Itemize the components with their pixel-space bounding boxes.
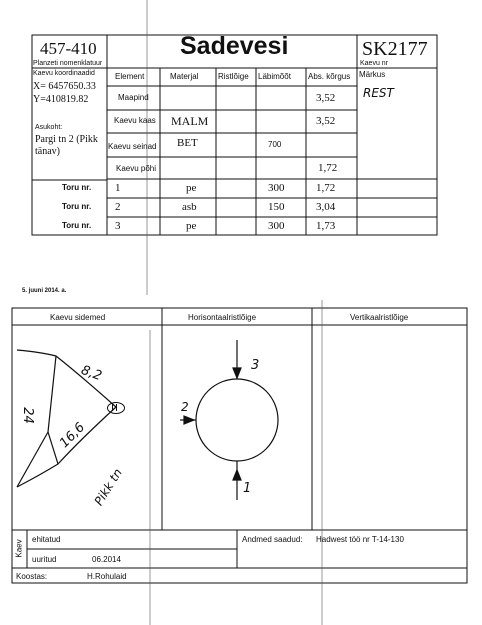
col-header-cross-section: Ristlõige <box>218 72 249 81</box>
pipe-label-3: 3 <box>251 358 260 373</box>
pipe-label: Toru nr. <box>62 183 92 192</box>
pipe-nr: 3 <box>115 220 121 232</box>
sketch-dim-top: 8,2 <box>79 362 104 385</box>
well-id-caption: Kaevu nr <box>360 60 389 67</box>
source-label: Andmed saadud: <box>242 535 303 544</box>
coords-label: Kaevu koordinaadid <box>33 70 95 77</box>
location-value: Pargi tn 2 (Pikk tänav) <box>35 134 98 157</box>
pipe-diameter: 300 <box>268 220 285 232</box>
row-material-walls: BET <box>177 137 198 149</box>
pipe-label-2: 2 <box>181 400 189 414</box>
pipe-nr: 1 <box>115 182 121 194</box>
built-label: ehitatud <box>32 535 61 544</box>
sketch-dim-diag: 16,6 <box>56 419 89 452</box>
col-header-diameter: Läbimõõt <box>258 72 291 81</box>
col-header-remark: Märkus <box>359 70 386 79</box>
col-header-element: Element <box>115 72 145 81</box>
pipe-height: 1,73 <box>316 220 336 232</box>
row-element-walls: Kaevu seinad <box>108 142 157 151</box>
document-title: Sadevesi <box>180 32 289 60</box>
pipe-diameter: 150 <box>268 201 285 213</box>
pipe-material: pe <box>186 220 197 232</box>
source-value: Hadwest töö nr T-14-130 <box>316 535 404 544</box>
well-id: SK2177 <box>362 38 428 60</box>
row-material-lid: MALM <box>171 114 209 128</box>
plan-number: 457-410 <box>40 39 97 58</box>
remark-handwritten: REST <box>363 86 394 100</box>
pipe-label: Toru nr. <box>62 221 92 230</box>
author-value: H.Rohulaid <box>87 572 127 581</box>
row-height-lid: 3,52 <box>316 115 336 127</box>
author-label: Koostas: <box>16 572 48 581</box>
pipe-material: asb <box>182 201 197 213</box>
row-element-bottom: Kaevu põhi <box>116 164 157 173</box>
pipe-diameter: 300 <box>268 182 285 194</box>
row-height-bottom: 1,72 <box>318 162 338 174</box>
pipe-label-1: 1 <box>243 481 252 496</box>
panel-title-horizontal-section: Horisontaalristlõige <box>188 313 257 322</box>
sketch-dim-left: 24 <box>19 407 35 424</box>
surveyed-value: 06.2014 <box>92 555 121 564</box>
surveyed-label: uuritud <box>32 555 57 564</box>
row-element-ground: Maapind <box>118 93 149 102</box>
col-header-material: Materjal <box>170 72 199 81</box>
col-header-abs-height: Abs. kõrgus <box>308 72 351 81</box>
well-symbol-bar <box>116 404 117 411</box>
row-element-lid: Kaevu kaas <box>114 116 156 125</box>
location-label: Asukoht: <box>35 124 63 131</box>
pipe-height: 1,72 <box>316 182 336 194</box>
pipe-nr: 2 <box>115 201 121 213</box>
panel-title-well-ties: Kaevu sidemed <box>50 313 106 322</box>
panel-title-vertical-section: Vertikaalristlõige <box>350 313 409 322</box>
date-stamp: 5. juuni 2014. a. <box>22 288 67 294</box>
pipe-label: Toru nr. <box>62 202 92 211</box>
pipe-height: 3,04 <box>316 201 336 213</box>
row-diameter-walls: 700 <box>268 140 282 149</box>
coord-x: X= 6457650.33 <box>33 81 96 92</box>
row-height-ground: 3,52 <box>316 92 336 104</box>
horizontal-section-sketch <box>180 340 278 500</box>
plan-number-caption: Planzeti nomenklatuur <box>33 60 103 67</box>
coord-y: Y=410819.82 <box>33 94 89 105</box>
well-symbol-bar <box>112 404 113 411</box>
pipe-material: pe <box>186 182 197 194</box>
footer-side-label: Kaev <box>14 539 24 558</box>
sketch-street-note: Pikk tn <box>91 466 125 508</box>
